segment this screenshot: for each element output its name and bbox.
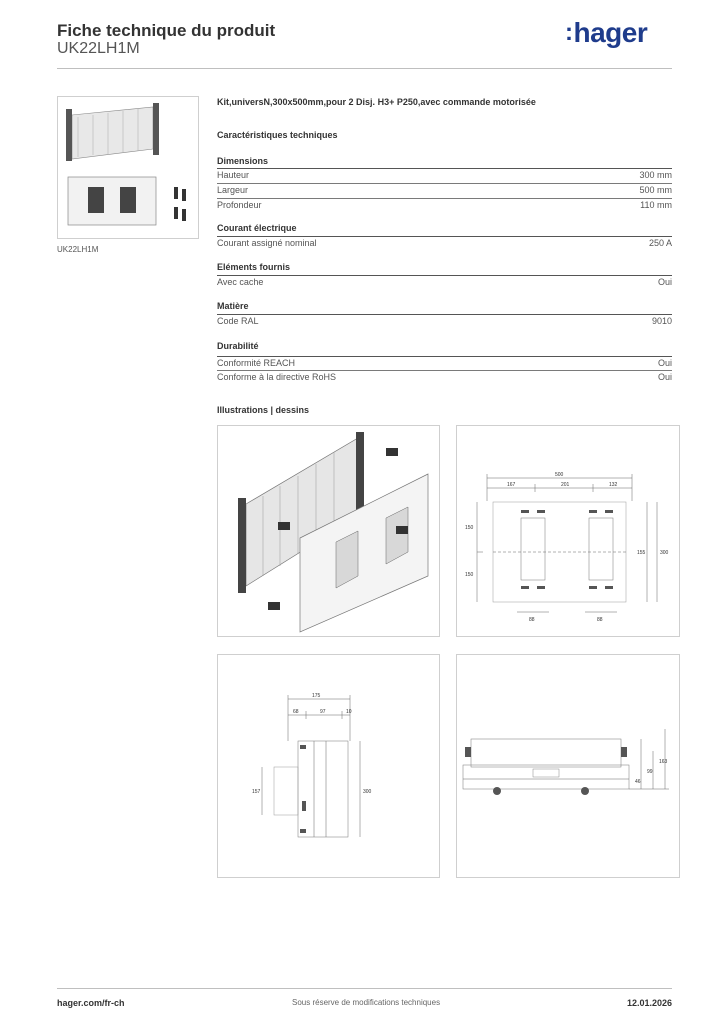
spec-label: Code RAL: [217, 316, 259, 326]
logo-text: hager: [573, 17, 648, 48]
footer-divider: [57, 988, 672, 989]
spec-label: Largeur: [217, 185, 249, 195]
footer-date: 12.01.2026: [626, 998, 672, 1008]
thumbnail-caption: UK22LH1M: [57, 245, 99, 254]
spec-row-rohs: [217, 370, 672, 384]
spec-label: Courant assigné nominal: [217, 238, 317, 248]
spec-row-largeur: [217, 183, 672, 197]
spec-value: 300 mm: [639, 170, 672, 180]
dim-total-width: 500: [555, 472, 564, 478]
dim-bottom-99: 99: [647, 769, 653, 775]
spec-row-cache: [217, 275, 672, 289]
spec-label: Conformité REACH: [217, 358, 296, 368]
spec-label: Profondeur: [217, 200, 262, 210]
spec-row-reach: [217, 356, 672, 370]
dim-segment-2: 201: [561, 482, 570, 488]
page-title: Fiche technique du produit: [57, 21, 276, 40]
dim-bottom-left: 88: [529, 617, 535, 623]
illustrations-heading: Illustrations | dessins: [217, 405, 310, 415]
drawing-front: [456, 425, 680, 637]
spec-value: Oui: [657, 358, 672, 368]
section-elements-title: Eléments fournis: [217, 262, 291, 272]
header-divider: [57, 68, 672, 69]
section-durabilite-title: Durabilité: [217, 341, 259, 351]
drawing-side: [217, 654, 440, 878]
spec-value: 500 mm: [639, 185, 672, 195]
dim-inner-height: 155: [637, 550, 646, 556]
dim-bottom-right: 88: [597, 617, 603, 623]
dim-bottom-163: 163: [659, 759, 668, 765]
hager-logo[interactable]: :hager: [565, 17, 648, 48]
spec-row-courant: [217, 236, 672, 250]
spec-value: Oui: [657, 277, 672, 287]
product-code: UK22LH1M: [57, 40, 140, 57]
section-courant-title: Courant électrique: [217, 223, 297, 233]
dim-segment-1: 167: [507, 482, 516, 488]
spec-value: 250 A: [648, 238, 672, 248]
dim-side-seg-2: 97: [320, 709, 326, 715]
dim-side-left-height: 157: [252, 789, 261, 795]
spec-row-hauteur: [217, 168, 672, 182]
dim-side-total-height: 300: [363, 789, 372, 795]
spec-value: Oui: [657, 372, 672, 382]
drawing-bottom: [456, 654, 680, 878]
dim-side-seg-3: 10: [346, 709, 352, 715]
spec-row-profondeur: [217, 198, 672, 212]
spec-row-ral: [217, 314, 672, 328]
dim-segment-3: 132: [609, 482, 618, 488]
spec-label: Conforme à la directive RoHS: [217, 372, 337, 382]
dim-height-top: 150: [465, 525, 474, 531]
spec-value: 9010: [651, 316, 672, 326]
dim-bottom-46: 46: [635, 779, 641, 785]
footer-website-link[interactable]: hager.com/fr-ch: [57, 998, 125, 1008]
product-thumbnail: [57, 96, 199, 239]
section-matiere-title: Matière: [217, 301, 249, 311]
dim-height-bottom: 150: [465, 572, 474, 578]
specs-heading: Caractéristiques techniques: [217, 130, 338, 140]
drawing-isometric: [217, 425, 440, 637]
dim-side-total-width: 175: [312, 693, 321, 699]
dim-total-height: 300: [660, 550, 669, 556]
section-dimensions-title: Dimensions: [217, 156, 269, 166]
product-description: Kit,universN,300x500mm,pour 2 Disj. H3+ P250,avec commande motorisée: [217, 97, 536, 107]
dim-side-seg-1: 68: [293, 709, 299, 715]
spec-label: Avec cache: [217, 277, 264, 287]
spec-label: Hauteur: [217, 170, 250, 180]
footer-notice: Sous réserve de modifications techniques: [292, 998, 441, 1007]
spec-value: 110 mm: [640, 200, 672, 210]
